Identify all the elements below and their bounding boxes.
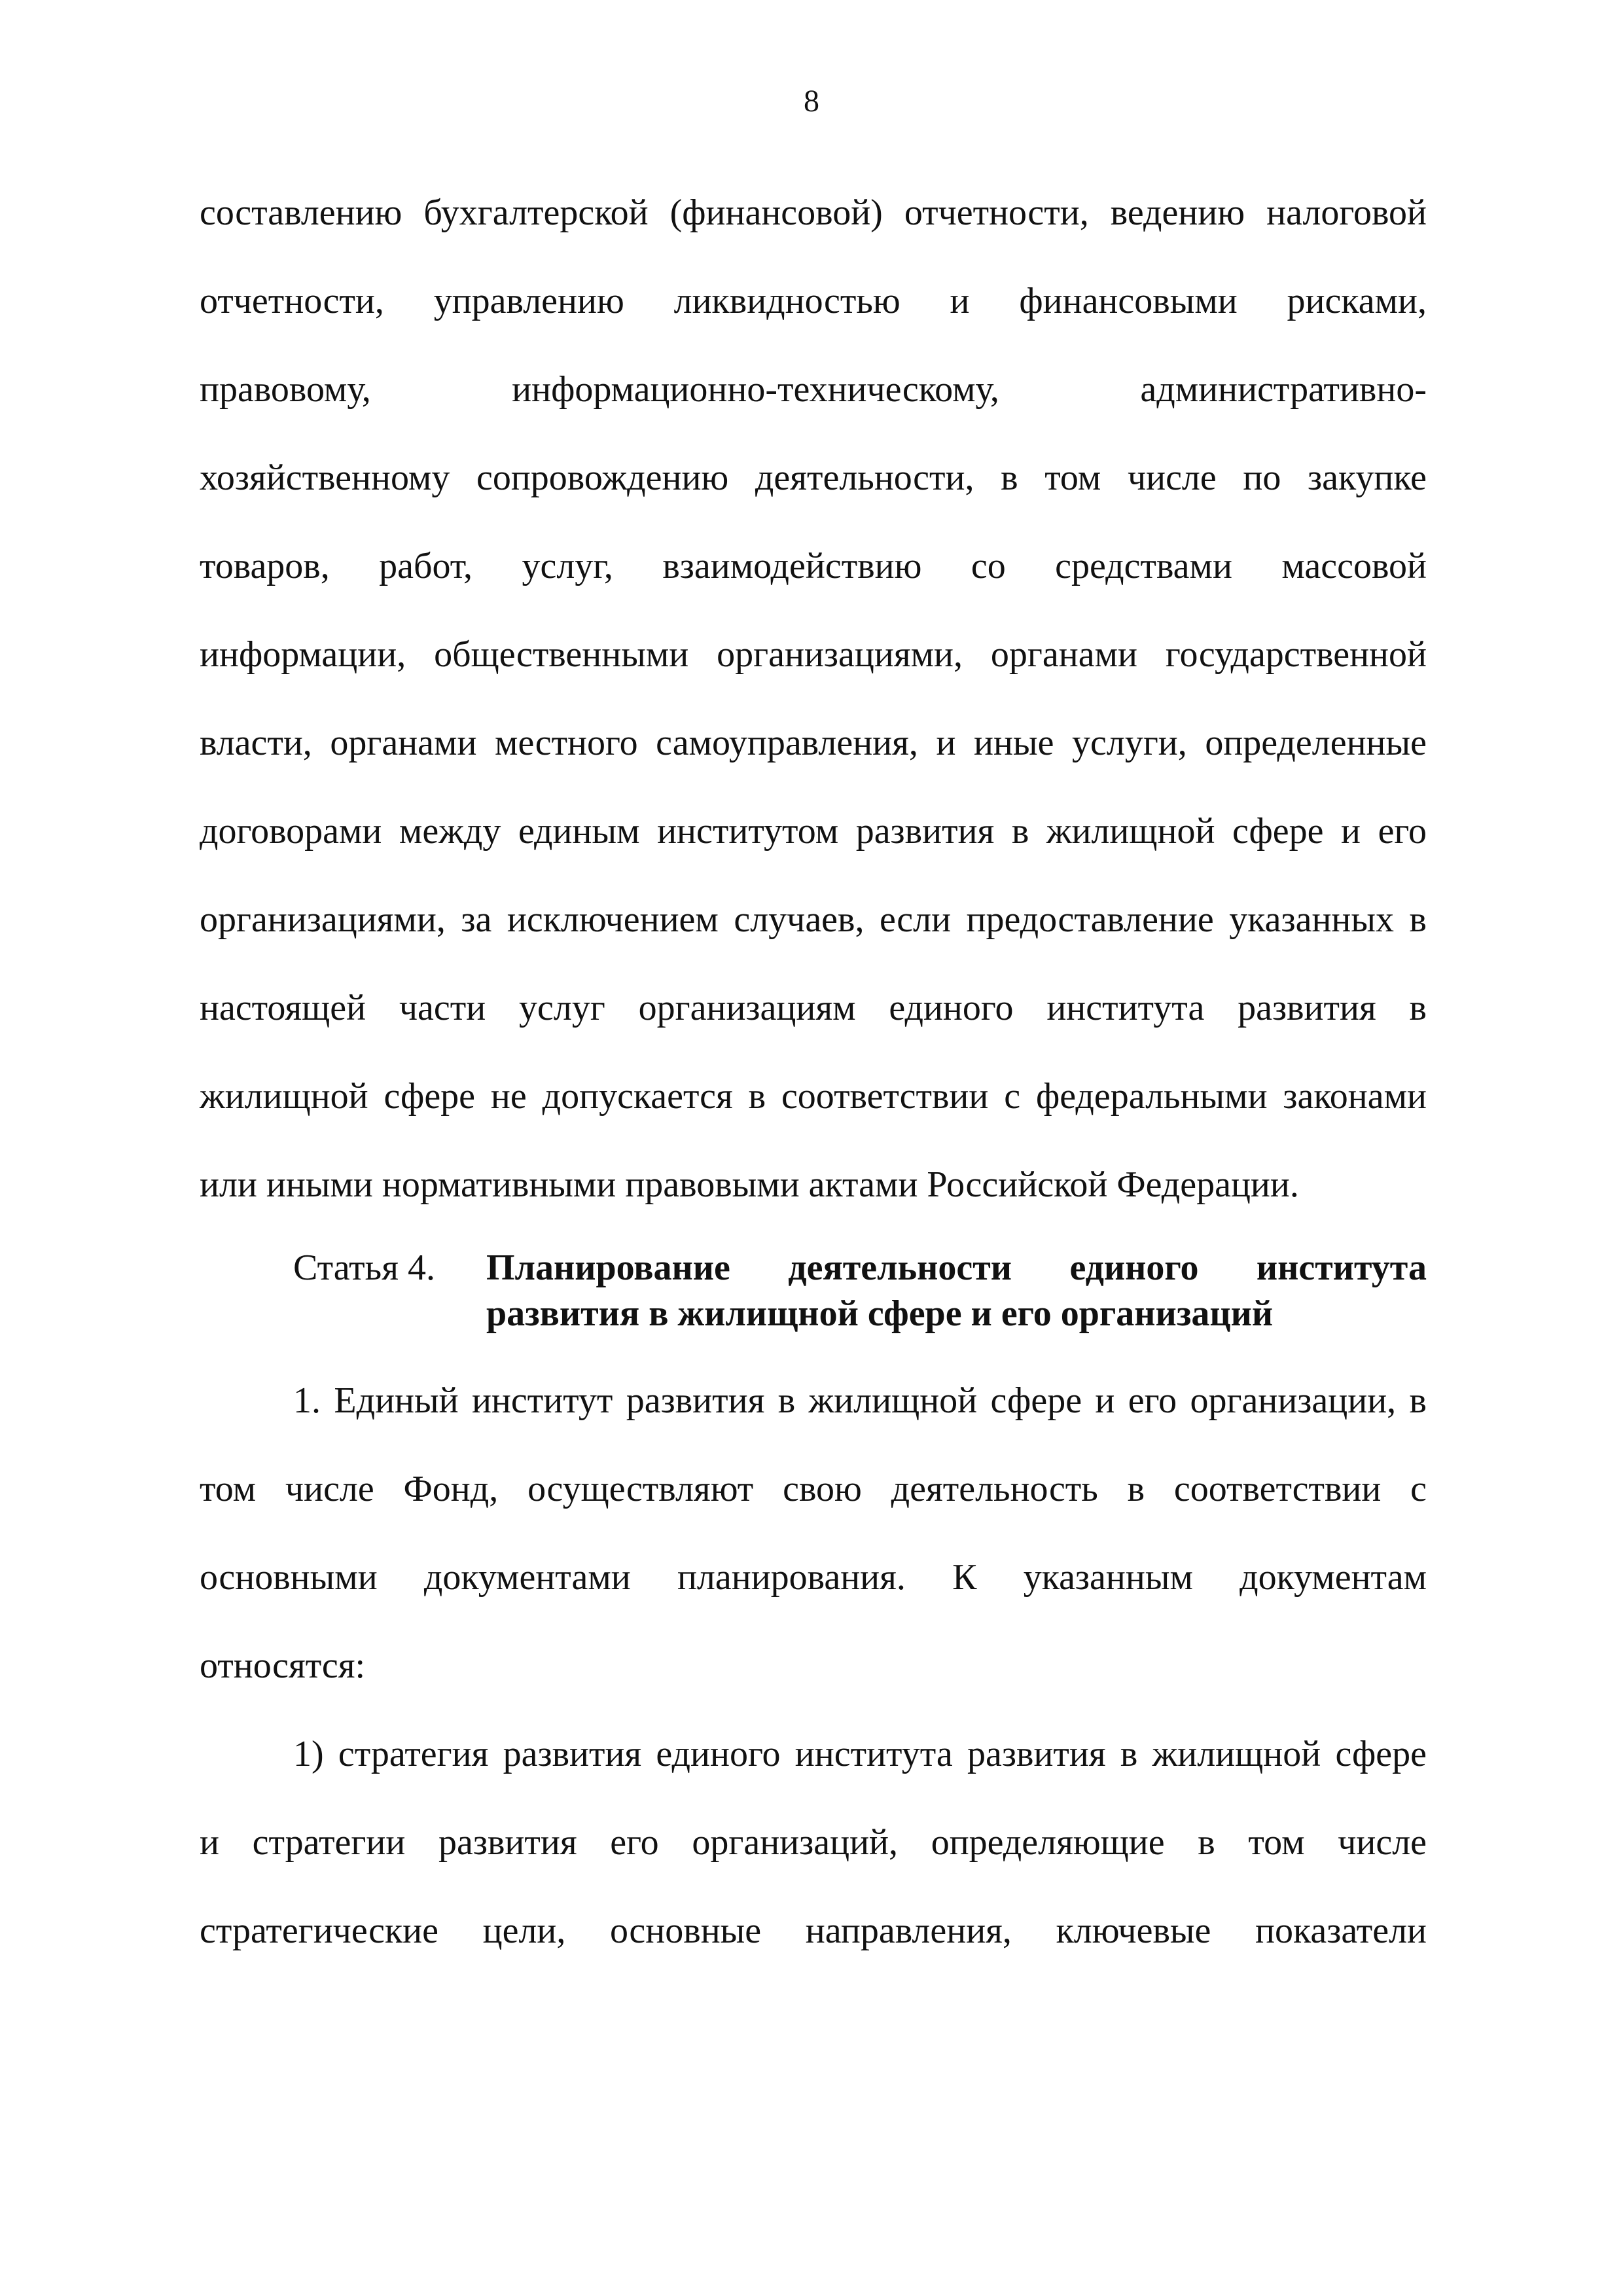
- text-line: договорами между единым институтом развития в жилищной сфере и его: [200, 811, 1427, 852]
- text-line: хозяйственному сопровождению деятельности, в том числе по закупке: [200, 457, 1427, 498]
- text-line: относятся:: [200, 1645, 366, 1686]
- text-line: настоящей части услуг организациям единого института развития в: [200, 988, 1427, 1028]
- text-line: основными документами планирования. К указанным документам: [200, 1557, 1427, 1598]
- text-line: составлению бухгалтерской (финансовой) отчетности, ведению налоговой: [200, 192, 1427, 233]
- page-number: 8: [804, 84, 819, 118]
- text-line: и стратегии развития его организаций, определяющие в том числе: [200, 1822, 1427, 1863]
- text-line: 1. Единый институт развития в жилищной сфере и его организации, в: [293, 1380, 1427, 1421]
- article-title: развития в жилищной сфере и его организаций: [486, 1293, 1274, 1334]
- text-line: правовому, информационно-техническому, административно-: [200, 369, 1427, 410]
- article-title: Планирование деятельности единого института: [486, 1247, 1427, 1288]
- text-line: организациями, за исключением случаев, если предоставление указанных в: [200, 899, 1427, 940]
- text-line: власти, органами местного самоуправления, и иные услуги, определенные: [200, 723, 1427, 763]
- text-line: отчетности, управлению ликвидностью и финансовыми рисками,: [200, 281, 1427, 321]
- text-line: товаров, работ, услуг, взаимодействию со средствами массовой: [200, 546, 1427, 586]
- text-line: стратегические цели, основные направления, ключевые показатели: [200, 1910, 1427, 1951]
- text-line: том числе Фонд, осуществляют свою деятельность в соответствии с: [200, 1469, 1427, 1509]
- text-line: жилищной сфере не допускается в соответствии с федеральными законами: [200, 1076, 1427, 1117]
- text-line: 1) стратегия развития единого института развития в жилищной сфере: [293, 1734, 1427, 1774]
- article-label: Статья 4.: [293, 1247, 435, 1288]
- text-line: или иными нормативными правовыми актами Российской Федерации.: [200, 1164, 1299, 1205]
- text-line: информации, общественными организациями, органами государственной: [200, 634, 1427, 675]
